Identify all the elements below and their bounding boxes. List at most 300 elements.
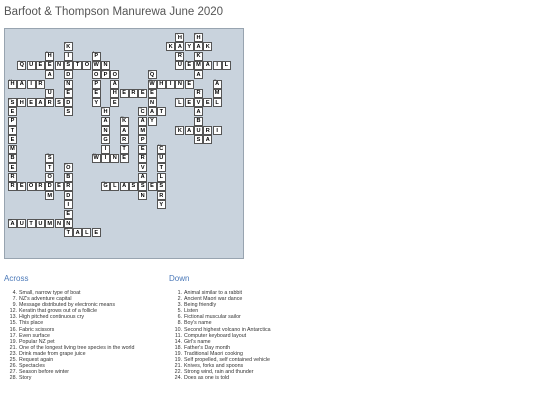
grid-cell[interactable] <box>166 80 175 89</box>
cell-letter: C <box>140 108 145 115</box>
cell-letter: H <box>103 108 108 115</box>
grid-cell[interactable] <box>157 182 166 191</box>
clue-text: Spectacles <box>19 363 45 370</box>
grid-cell[interactable] <box>101 107 110 116</box>
grid-cell[interactable] <box>175 126 184 135</box>
cell-letter: R <box>140 155 145 162</box>
grid-cell[interactable] <box>45 182 54 191</box>
grid-cell[interactable] <box>148 117 157 126</box>
clue-text: Computer keyboard layout <box>184 332 247 339</box>
grid-cell[interactable] <box>185 42 194 51</box>
grid-cell[interactable] <box>8 126 17 135</box>
clue-number: 12. <box>9 308 17 315</box>
grid-cell[interactable] <box>27 61 36 70</box>
clue-text: Even surface <box>19 332 50 339</box>
cell-letter: T <box>10 127 15 134</box>
grid-cell[interactable] <box>110 154 119 163</box>
grid-cell[interactable] <box>64 42 73 51</box>
grid-cell[interactable] <box>120 154 129 163</box>
grid-cell[interactable] <box>73 228 82 237</box>
grid-cell[interactable] <box>27 219 36 228</box>
grid-cell[interactable] <box>8 135 17 144</box>
clue-text: Popular NZ pet <box>19 338 55 345</box>
grid-cell[interactable] <box>8 145 17 154</box>
grid-cell[interactable] <box>222 61 231 70</box>
grid-cell[interactable] <box>138 163 147 172</box>
cell-letter: M <box>140 127 146 134</box>
cell-letter: P <box>103 71 108 78</box>
cell-letter: B <box>66 174 71 180</box>
cell-letter: W <box>93 155 99 162</box>
grid-cell[interactable] <box>101 145 110 154</box>
cell-letter: E <box>57 183 61 190</box>
grid-cell[interactable] <box>92 154 101 163</box>
cell-letter: D <box>66 99 71 106</box>
grid-cell[interactable] <box>64 80 73 89</box>
grid-cell[interactable] <box>157 191 166 200</box>
cell-letter: U <box>19 220 24 227</box>
grid-cell[interactable] <box>45 98 54 107</box>
grid-cell[interactable] <box>45 52 54 61</box>
grid-cell[interactable] <box>157 173 166 182</box>
grid-cell[interactable] <box>213 89 222 98</box>
grid-cell[interactable] <box>120 135 129 144</box>
clue-text: Does as one is told <box>184 375 230 382</box>
clue-text: High pitched continuous cry <box>19 314 85 321</box>
grid-cell[interactable] <box>55 219 64 228</box>
grid-cell[interactable] <box>45 70 54 79</box>
grid-cell[interactable] <box>157 154 166 163</box>
cell-letter: A <box>38 99 43 106</box>
cell-letter: T <box>159 108 163 115</box>
grid-cell[interactable] <box>64 200 73 209</box>
clue-text: Ancient Maori war dance <box>184 296 243 303</box>
cell-number: 5 <box>46 51 48 55</box>
cell-letter: E <box>29 99 33 106</box>
grid-cell[interactable] <box>55 61 64 70</box>
grid-cell[interactable] <box>175 52 184 61</box>
grid-cell[interactable] <box>194 135 203 144</box>
grid-cell[interactable] <box>213 126 222 135</box>
grid-cell[interactable] <box>110 98 119 107</box>
clue-text: Fabric scissors <box>19 326 55 333</box>
grid-cell[interactable] <box>45 163 54 172</box>
grid-cell[interactable] <box>194 89 203 98</box>
clue-text: Season before winter <box>19 369 70 376</box>
cell-letter: P <box>10 118 15 125</box>
cell-letter: A <box>177 43 182 50</box>
grid-cell[interactable] <box>213 80 222 89</box>
cell-letter: L <box>215 99 219 106</box>
grid-cell[interactable] <box>175 42 184 51</box>
cell-letter: U <box>159 155 164 162</box>
clue-text: Keratin that grows out of a follicle <box>19 308 98 315</box>
grid-cell[interactable] <box>36 80 45 89</box>
grid-cell[interactable] <box>92 69 104 79</box>
cell-letter: R <box>159 192 164 199</box>
grid-cell[interactable] <box>138 191 147 200</box>
cell-letter: K <box>66 43 71 50</box>
grid-cell[interactable] <box>129 182 138 191</box>
grid-cell[interactable] <box>64 228 73 237</box>
grid-cell[interactable] <box>8 219 17 228</box>
grid-cell[interactable] <box>138 135 147 144</box>
cell-letter: Y <box>94 99 99 106</box>
grid-cell[interactable] <box>110 182 119 191</box>
cell-letter: I <box>104 146 107 153</box>
grid-cell[interactable] <box>148 98 157 107</box>
grid-cell[interactable] <box>166 42 175 51</box>
grid-cell[interactable] <box>92 52 101 61</box>
grid-cell[interactable] <box>82 61 91 70</box>
cell-letter: O <box>66 164 71 171</box>
cell-letter: T <box>75 62 80 69</box>
grid-cell[interactable] <box>27 182 36 191</box>
grid-cell[interactable] <box>45 89 54 98</box>
grid-cell[interactable] <box>120 182 129 191</box>
cell-letter: B <box>196 118 201 125</box>
grid-cell[interactable] <box>194 52 203 61</box>
cell-letter: E <box>150 183 154 190</box>
grid-cell[interactable] <box>8 154 17 163</box>
grid-cell[interactable] <box>148 80 157 89</box>
across-clue-list <box>4 290 134 381</box>
grid-cell[interactable] <box>64 89 73 98</box>
cell-number: 7 <box>18 60 20 64</box>
grid-cell[interactable] <box>203 42 212 51</box>
grid-cell[interactable] <box>64 163 73 172</box>
grid-cell[interactable] <box>148 182 157 191</box>
grid-cell[interactable] <box>64 210 73 219</box>
clue-number: 19. <box>9 338 17 345</box>
cell-letter: S <box>10 99 15 106</box>
grid-cell[interactable] <box>194 117 203 126</box>
cell-letter: L <box>178 99 182 106</box>
cell-letter: A <box>215 81 220 87</box>
cell-number: 21 <box>176 125 180 129</box>
clue-text: NZ's adventure capital <box>19 296 72 303</box>
cell-letter: E <box>187 81 192 87</box>
grid-cell[interactable] <box>203 135 212 144</box>
grid-cell[interactable] <box>138 117 147 126</box>
cell-number: 22 <box>157 144 161 148</box>
cell-letter: I <box>67 53 70 60</box>
grid-cell[interactable] <box>175 98 184 107</box>
grid-cell[interactable] <box>92 61 101 70</box>
grid-cell[interactable] <box>101 126 110 135</box>
grid-cell[interactable] <box>203 61 212 70</box>
clue-number: 8. <box>177 320 182 327</box>
cell-letter: E <box>187 62 192 69</box>
cell-letter: G <box>103 136 108 143</box>
grid-cell[interactable] <box>194 107 203 116</box>
clue-text: Drink made from grape juice <box>19 350 86 357</box>
grid-cell[interactable] <box>17 182 26 191</box>
cell-letter: A <box>196 43 201 50</box>
grid-cell[interactable] <box>194 126 203 135</box>
cell-letter: H <box>112 90 117 97</box>
grid-cell[interactable] <box>138 126 147 135</box>
cell-letter: D <box>47 183 52 190</box>
grid-cell[interactable] <box>64 182 73 191</box>
clue-text: One of the longest living tree species in the world <box>19 344 135 351</box>
cell-letter: E <box>150 90 154 97</box>
clue-text: Fictional muscular sailor <box>184 314 241 321</box>
clue-text: Girl's name <box>184 338 211 345</box>
grid-cell[interactable] <box>148 70 157 79</box>
grid-cell[interactable] <box>36 61 45 70</box>
cell-letter: L <box>159 174 163 180</box>
grid-cell[interactable] <box>17 98 26 107</box>
grid-cell[interactable] <box>64 98 73 107</box>
cell-letter: M <box>196 62 201 69</box>
clue-number: 19. <box>174 350 182 357</box>
grid-cell[interactable] <box>55 98 64 107</box>
grid-cell[interactable] <box>8 182 17 191</box>
grid-cell[interactable] <box>175 61 184 70</box>
cell-letter: D <box>66 71 71 78</box>
clue-text: Strong wind, rain and thunder <box>184 369 254 376</box>
cell-letter: H <box>196 34 201 41</box>
cell-letter: E <box>10 164 15 171</box>
cell-letter: E <box>140 90 145 97</box>
cell-letter: P <box>94 53 99 60</box>
grid-cell[interactable] <box>110 89 119 98</box>
cell-letter: E <box>122 155 126 162</box>
grid-cell[interactable] <box>92 228 101 237</box>
grid-cell[interactable] <box>120 145 129 154</box>
cell-letter: N <box>140 192 145 199</box>
grid-cell[interactable] <box>64 52 73 61</box>
cell-letter: K <box>205 43 210 50</box>
cell-letter: W <box>93 62 99 69</box>
grid-cell[interactable] <box>27 98 36 107</box>
grid-cell[interactable] <box>64 107 73 116</box>
grid-cell[interactable] <box>92 98 101 107</box>
cell-letter: R <box>10 183 15 190</box>
grid-cell[interactable] <box>120 126 129 135</box>
cell-letter: E <box>66 211 71 218</box>
cell-letter: R <box>47 99 52 106</box>
grid-cell[interactable] <box>120 89 129 98</box>
cell-letter: K <box>122 118 127 125</box>
grid-cell[interactable] <box>157 200 166 209</box>
grid-cell[interactable] <box>157 163 166 172</box>
grid-cell[interactable] <box>17 219 26 228</box>
grid-cell[interactable] <box>203 98 212 107</box>
grid-cell[interactable] <box>64 191 73 200</box>
cell-number: 25 <box>64 162 68 166</box>
clue-number: 1. <box>177 290 182 296</box>
cell-letter: E <box>47 62 52 69</box>
clue-text: Request again <box>19 357 54 364</box>
cell-letter: A <box>205 136 210 143</box>
cell-number: 8 <box>102 69 104 73</box>
grid-cell[interactable] <box>175 80 184 89</box>
grid-cell[interactable] <box>36 98 45 107</box>
cell-letter: A <box>140 118 145 125</box>
cell-letter: N <box>149 99 155 106</box>
cell-number: 13 <box>148 79 152 82</box>
cell-number: 2 <box>195 32 197 36</box>
grid-cell[interactable] <box>101 182 110 191</box>
grid-cell[interactable] <box>185 98 194 107</box>
grid-cell[interactable] <box>45 219 54 228</box>
grid-cell[interactable] <box>45 191 54 200</box>
cell-letter: V <box>196 99 201 106</box>
grid-cell[interactable] <box>36 182 45 191</box>
clue-number: 16. <box>9 326 17 333</box>
grid-cell[interactable] <box>148 107 157 116</box>
cell-number: 29 <box>64 227 68 231</box>
cell-number: 27 <box>102 181 105 185</box>
grid-cell[interactable] <box>45 173 54 182</box>
cell-letter: O <box>112 71 117 78</box>
grid-cell[interactable] <box>194 33 203 42</box>
down-clue-list <box>169 290 271 381</box>
cell-letter: A <box>75 229 80 236</box>
cell-letter: H <box>10 81 15 87</box>
grid-cell[interactable] <box>129 89 138 98</box>
grid-cell[interactable] <box>92 80 101 89</box>
clue-item <box>4 375 134 381</box>
cell-number: 23 <box>46 153 50 157</box>
grid-cell[interactable] <box>157 80 166 89</box>
cell-letter: E <box>19 183 24 190</box>
cell-letter: P <box>94 81 99 87</box>
grid-cell[interactable] <box>64 173 73 182</box>
cell-letter: A <box>140 174 145 180</box>
cell-letter: Y <box>150 118 154 125</box>
cell-letter: A <box>103 118 108 125</box>
cell-letter: H <box>47 53 52 60</box>
cell-number: 28 <box>9 218 12 222</box>
grid-cell[interactable] <box>138 145 147 154</box>
grid-cell[interactable] <box>213 61 222 70</box>
grid-cell[interactable] <box>138 173 147 182</box>
cell-letter: B <box>10 155 15 162</box>
cell-letter: S <box>66 108 71 115</box>
cell-number: 18 <box>102 106 105 110</box>
cell-letter: T <box>29 220 33 227</box>
cell-number: 19 <box>139 106 143 110</box>
grid-cell[interactable] <box>17 80 26 89</box>
grid-cell[interactable] <box>92 89 101 98</box>
cell-letter: N <box>177 81 182 87</box>
grid-cell[interactable] <box>101 70 110 79</box>
cell-letter: R <box>66 183 71 190</box>
grid-cell[interactable] <box>82 228 91 237</box>
grid-cell[interactable] <box>101 61 110 70</box>
grid-cell[interactable] <box>194 70 203 79</box>
cell-letter: S <box>57 99 61 106</box>
clue-number: 21. <box>174 363 182 370</box>
grid-cell[interactable] <box>138 182 147 191</box>
cell-letter: K <box>177 127 182 134</box>
cell-letter: E <box>94 90 99 97</box>
cell-letter: E <box>10 108 15 115</box>
grid-cell[interactable] <box>203 126 212 135</box>
grid-cell[interactable] <box>45 154 54 163</box>
grid-cell[interactable] <box>148 89 157 98</box>
grid-cell[interactable] <box>110 70 119 79</box>
cell-letter: M <box>47 220 53 227</box>
grid-cell[interactable] <box>213 98 222 107</box>
grid-cell[interactable] <box>55 182 64 191</box>
grid-cell[interactable] <box>194 61 203 70</box>
clue-number: 4. <box>12 290 17 296</box>
grid-cell[interactable] <box>45 61 54 70</box>
clue-text: Story <box>19 375 32 382</box>
grid-cell[interactable] <box>8 80 17 89</box>
cell-letter: I <box>104 155 107 162</box>
cell-letter: V <box>140 164 145 171</box>
cell-letter: O <box>94 71 99 78</box>
grid-cell[interactable] <box>185 126 194 135</box>
grid-cell[interactable] <box>101 154 110 163</box>
grid-cell[interactable] <box>175 33 184 42</box>
cell-letter: I <box>30 81 32 87</box>
grid-cell[interactable] <box>8 163 17 172</box>
grid-cell[interactable] <box>27 80 36 89</box>
cell-letter: S <box>196 136 201 143</box>
clue-number: 6. <box>177 314 182 321</box>
clue-number: 25. <box>9 357 17 364</box>
grid-cell[interactable] <box>64 219 73 228</box>
grid-cell[interactable] <box>185 61 194 70</box>
grid-cell[interactable] <box>138 107 147 116</box>
grid-cell[interactable] <box>138 89 147 98</box>
cell-number: 15 <box>111 88 115 92</box>
cell-letter: N <box>56 220 62 227</box>
clue-item <box>169 375 271 381</box>
cell-letter: I <box>169 81 172 87</box>
grid-cell[interactable] <box>8 117 17 126</box>
cell-letter: Y <box>159 201 164 208</box>
clue-text: This place <box>19 320 44 327</box>
grid-cell[interactable] <box>101 135 110 144</box>
grid-cell[interactable] <box>36 219 45 228</box>
grid-cell[interactable] <box>157 107 166 116</box>
clue-number: 28. <box>9 375 17 382</box>
cell-letter: Q <box>149 71 155 78</box>
grid-cell[interactable] <box>73 61 82 70</box>
grid-cell[interactable] <box>64 61 73 70</box>
cell-number: 3 <box>64 41 67 45</box>
grid-cell[interactable] <box>120 117 129 126</box>
grid-cell[interactable] <box>194 42 203 51</box>
grid-cell[interactable] <box>101 117 110 126</box>
cell-letter: O <box>84 62 90 69</box>
cell-letter: K <box>168 43 173 50</box>
cell-number: 11 <box>213 79 217 82</box>
grid-cell[interactable] <box>8 107 17 116</box>
grid-cell[interactable] <box>194 98 203 107</box>
clue-number: 17. <box>9 332 17 339</box>
cell-letter: R <box>122 136 127 143</box>
cell-letter: H <box>159 81 164 87</box>
clue-number: 11. <box>175 332 182 339</box>
grid-cell[interactable] <box>8 98 17 107</box>
grid-cell[interactable] <box>64 70 73 79</box>
clue-text: Message distributed by electronic means <box>19 302 115 309</box>
cell-letter: A <box>122 183 127 190</box>
grid-cell[interactable] <box>138 154 147 163</box>
grid-cell[interactable] <box>17 61 26 70</box>
grid-cell[interactable] <box>185 80 194 89</box>
grid-cell[interactable] <box>157 145 166 154</box>
clue-number: 3. <box>177 302 182 309</box>
